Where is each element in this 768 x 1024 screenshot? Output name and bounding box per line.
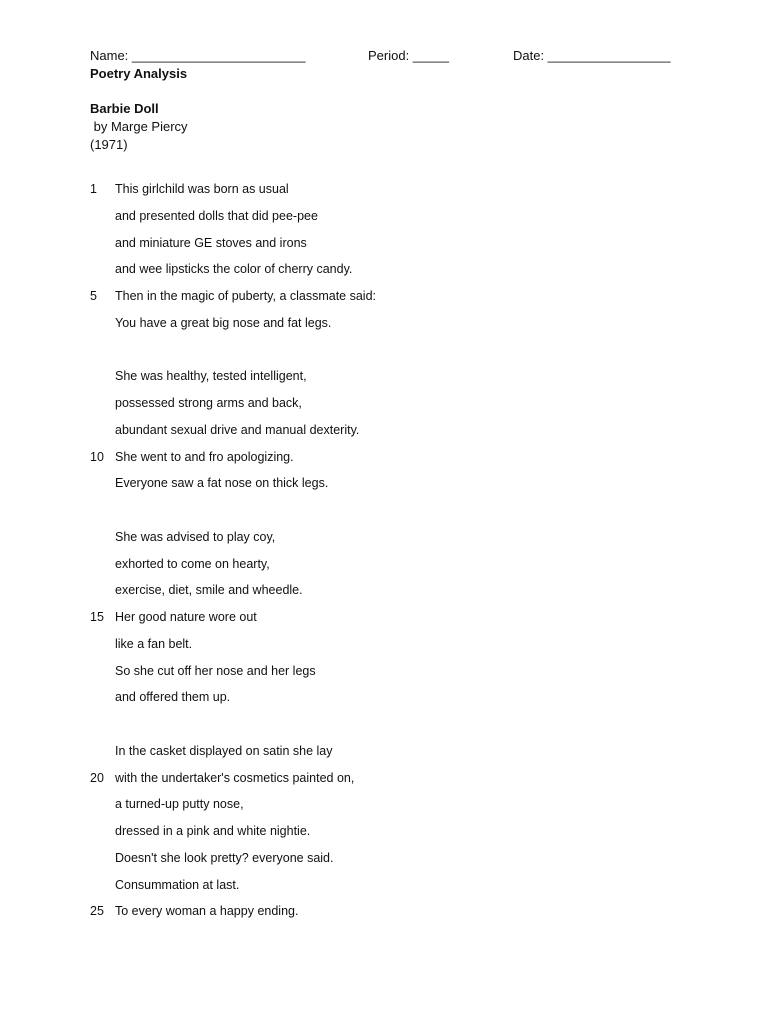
poem-line bbox=[90, 449, 690, 476]
poem-line bbox=[90, 556, 690, 583]
poem-line bbox=[90, 796, 690, 823]
line-number: 10 bbox=[90, 449, 104, 464]
line-text: possessed strong arms and back, bbox=[115, 396, 302, 410]
poem-line bbox=[90, 208, 690, 235]
poem-line bbox=[90, 663, 690, 690]
line-text: exercise, diet, smile and wheedle. bbox=[115, 583, 303, 598]
line-number: 15 bbox=[90, 610, 104, 624]
poem-line bbox=[90, 502, 690, 529]
line-text: Her good nature wore out bbox=[115, 610, 257, 624]
poem-line bbox=[90, 529, 690, 556]
line-text: dressed in a pink and white nightie. bbox=[115, 824, 311, 838]
line-text: In the casket displayed on satin she lay bbox=[115, 743, 333, 758]
line-text: and miniature GE stoves and irons bbox=[115, 235, 307, 250]
poem-line bbox=[90, 823, 690, 850]
line-text: and presented dolls that did pee-pee bbox=[115, 208, 318, 223]
line-text: You have a great big nose and fat legs. bbox=[115, 315, 332, 330]
poem-line bbox=[90, 395, 690, 422]
poem-line bbox=[90, 342, 690, 369]
line-number: 25 bbox=[90, 904, 104, 919]
line-number: 20 bbox=[90, 770, 104, 785]
line-text: This girlchild was born as usual bbox=[115, 182, 289, 196]
poem-author: by Marge Piercy bbox=[90, 119, 188, 134]
line-text: like a fan belt. bbox=[115, 636, 193, 651]
poem-line bbox=[90, 235, 690, 262]
line-number: 5 bbox=[90, 289, 97, 303]
poem-line bbox=[90, 422, 690, 449]
line-text: exhorted to come on hearty, bbox=[115, 556, 270, 571]
poem-line bbox=[90, 609, 690, 636]
poem-line bbox=[90, 743, 690, 770]
poem-year: (1971) bbox=[90, 137, 128, 152]
poem-title: Barbie Doll bbox=[90, 101, 159, 116]
poem-line bbox=[90, 288, 690, 315]
poem-body bbox=[90, 181, 690, 930]
date-field: Date: _________________ bbox=[513, 48, 671, 63]
poem-line bbox=[90, 636, 690, 663]
line-text: and wee lipsticks the color of cherry candy. bbox=[115, 262, 353, 277]
line-text: So she cut off her nose and her legs bbox=[115, 663, 316, 678]
name-field: Name: ________________________ bbox=[90, 48, 306, 63]
document-type-heading: Poetry Analysis bbox=[90, 66, 188, 81]
line-text: with the undertaker's cosmetics painted on, bbox=[115, 770, 355, 785]
period-field: Period: _____ bbox=[368, 48, 449, 63]
line-text: abundant sexual drive and manual dexterity. bbox=[115, 422, 360, 437]
line-text: and offered them up. bbox=[115, 690, 231, 705]
poem-line bbox=[90, 850, 690, 877]
poem-line bbox=[90, 261, 690, 288]
line-text: a turned-up putty nose, bbox=[115, 797, 244, 812]
line-text: Everyone saw a fat nose on thick legs. bbox=[115, 476, 329, 491]
poem-line bbox=[90, 689, 690, 716]
poem-line bbox=[90, 368, 690, 395]
line-text: She was advised to play coy, bbox=[115, 529, 276, 544]
line-text: Doesn't she look pretty? everyone said. bbox=[115, 850, 334, 865]
poem-line bbox=[90, 903, 690, 930]
poem-line bbox=[90, 582, 690, 609]
poem-line bbox=[90, 315, 690, 342]
poem-line bbox=[90, 716, 690, 743]
poem-line bbox=[90, 475, 690, 502]
line-text: She was healthy, tested intelligent, bbox=[115, 369, 307, 384]
line-text: She went to and fro apologizing. bbox=[115, 449, 294, 464]
poem-line bbox=[90, 181, 690, 208]
line-number: 1 bbox=[90, 182, 97, 196]
line-text: To every woman a happy ending. bbox=[115, 904, 299, 919]
poem-line bbox=[90, 770, 690, 797]
poem-line bbox=[90, 877, 690, 904]
line-text: Consummation at last. bbox=[115, 877, 240, 892]
line-text: Then in the magic of puberty, a classmate said: bbox=[115, 289, 377, 303]
